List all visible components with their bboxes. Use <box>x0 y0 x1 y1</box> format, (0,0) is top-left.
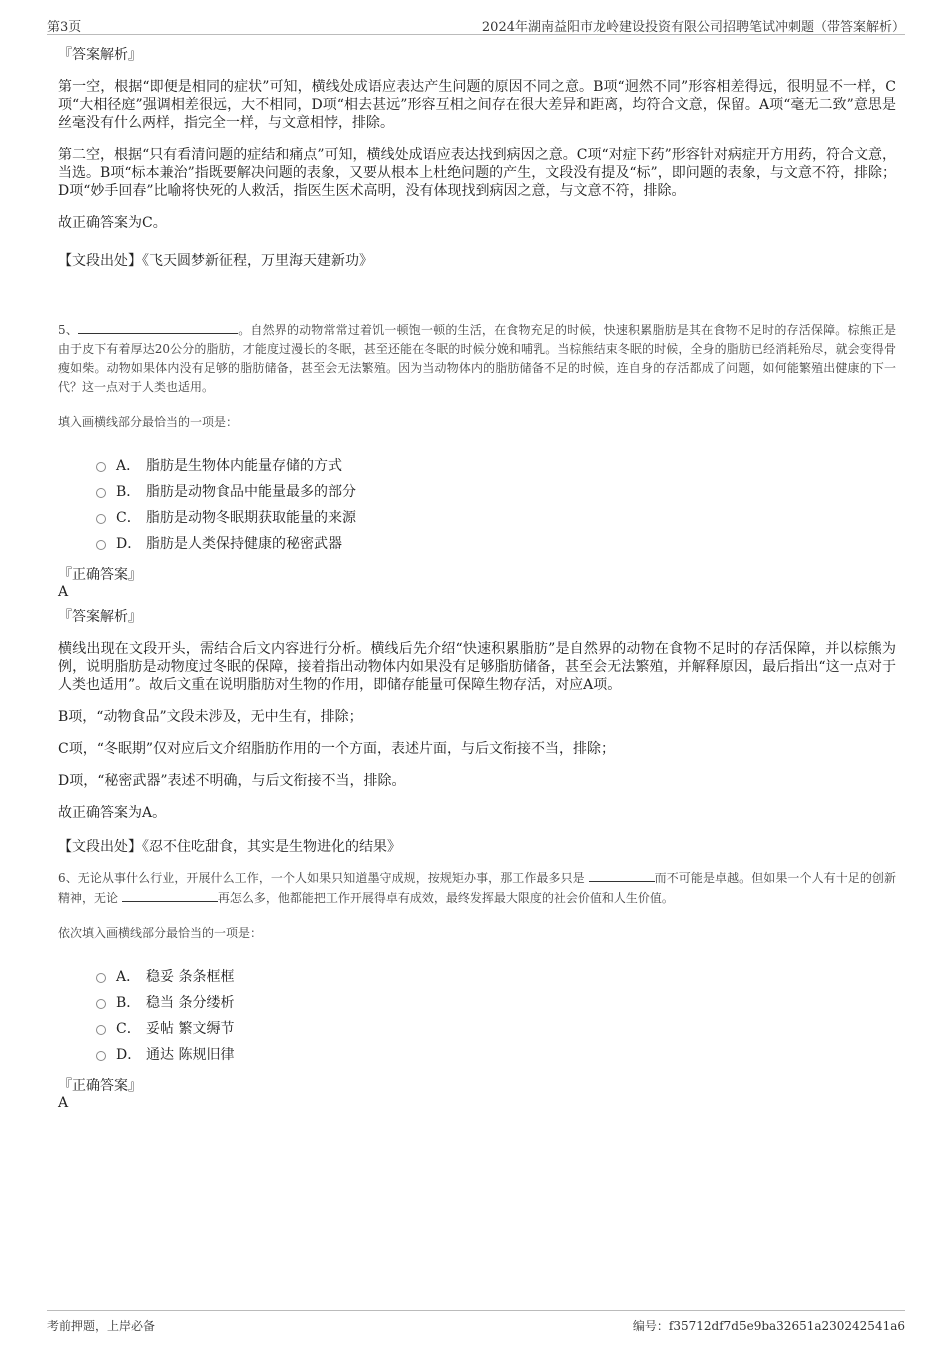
q6-number: 6、 <box>58 871 78 885</box>
q5-analysis-para-4: D项，“秘密武器”表述不明确，与后文衔接不当，排除。 <box>58 773 406 789</box>
q5-answer: A <box>58 584 69 600</box>
page-footer <box>47 1310 905 1337</box>
q5-passage: 。自然界的动物常常过着饥一顿饱一顿的生活，在食物充足的时候，快速积累脂肪是其在食物不足时的存活保障。棕熊正是由于皮下有着厚达20公分的脂肪，才能度过漫长的冬眠，甚至还能在冬眠的时候分娩和哺乳。当棕熊结束冬眠的时候，全身的脂肪已经消耗殆尽，就会变得骨瘦如柴。动物如果体内没有足够的脂肪储备，甚至会无法繁殖。因为当动物体内的脂肪储备不足的时候，连自身的存活都成了问题，如何能繁殖出健康的下一代？这一点对于人类也适用。 <box>58 323 896 394</box>
radio-icon[interactable] <box>96 1025 106 1035</box>
page-header <box>47 12 905 35</box>
q5-number: 5、 <box>58 323 79 337</box>
radio-icon[interactable] <box>96 999 106 1009</box>
page-number: 第3页 <box>47 20 82 35</box>
q6-answer-label: 『正确答案』 <box>58 1078 142 1094</box>
q6-blank-2 <box>122 888 218 902</box>
q4-analysis-para-1: 第一空，根据“即便是相同的症状”可知，横线处成语应表达产生问题的原因不同之意。B项“迥然不同”形容相差得远，很明显不一样，C项“大相径庭”强调相差很远，大不相同，D项“相去甚远”形容互相之间存在很大差异和距离，均符合文意，保留。A项“毫无二致”意思是丝毫没有什么两样，指完全一样，与文意相悖，排除。 <box>58 79 896 131</box>
option-letter: A． <box>116 458 141 474</box>
q6-prompt: 依次填入画横线部分最恰当的一项是： <box>58 926 263 940</box>
option-text: 脂肪是动物食品中能量最多的部分 <box>146 484 356 500</box>
q4-conclusion: 故正确答案为C。 <box>58 215 167 231</box>
option-text: 稳当 条分缕析 <box>146 995 235 1011</box>
option-letter: B． <box>116 995 141 1011</box>
q5-option-d[interactable] <box>96 530 896 556</box>
q4-analysis-para-2: 第二空，根据“只有看清问题的症结和痛点”可知，横线处成语应表达找到病因之意。C项“对症下药”形容针对病症开方用药，符合文意，当选。B项“标本兼治”指既要解决问题的表象，又要从根本上杜绝问题的产生，文段没有提及“标”，即问题的表象，与文意不符，排除；D项“妙手回春”比喻将快死的人救活，指医生医术高明，没有体现找到病因之意，与文意不符，排除。 <box>58 147 896 199</box>
q5-analysis-para-1: 横线出现在文段开头，需结合后文内容进行分析。横线后先介绍“快速积累脂肪”是自然界的动物在食物不足时的存活保障，并以棕熊为例，说明脂肪是动物度过冬眠的保障，接着指出动物体内如果没有足够脂肪储备，甚至会无法繁殖，并解释原因，最后指出“这一点对于人类也适用”。故后文重在说明脂肪对生物的作用，即储存能量可保障生物存活，对应A项。 <box>58 641 896 693</box>
q6-answer: A <box>58 1095 69 1111</box>
q5-option-c[interactable] <box>96 504 896 530</box>
footer-slogan: 考前押题，上岸必备 <box>47 1319 156 1333</box>
q6-text-2: 而不可能是卓越。但如果一个人有十足的创新精神，无论 <box>58 871 896 905</box>
option-letter: D． <box>116 1047 142 1063</box>
radio-icon[interactable] <box>96 540 106 550</box>
option-text: 脂肪是生物体内能量存储的方式 <box>146 458 342 474</box>
radio-icon[interactable] <box>96 488 106 498</box>
document-title: 2024年湖南益阳市龙岭建设投资有限公司招聘笔试冲刺题（带答案解析） <box>481 20 905 35</box>
q6-option-b[interactable] <box>96 989 896 1015</box>
q5-option-b[interactable] <box>96 478 896 504</box>
q6-option-a[interactable] <box>96 963 896 989</box>
q6-section <box>58 868 896 1117</box>
radio-icon[interactable] <box>96 973 106 983</box>
q6-text-3: 再怎么多，他都能把工作开展得卓有成效，最终发挥最大限度的社会价值和人生价值。 <box>217 891 674 905</box>
option-text: 脂肪是动物冬眠期获取能量的来源 <box>146 510 356 526</box>
q6-option-c[interactable] <box>96 1015 896 1041</box>
option-letter: A． <box>116 969 141 985</box>
q4-source: 【文段出处】《飞天圆梦新征程，万里海天建新功》 <box>58 253 373 269</box>
q5-blank <box>78 320 238 334</box>
q6-text-1: 无论从事什么行业，开展什么工作，一个人如果只知道墨守成规，按规矩办事，那工作最多只是 <box>77 871 589 885</box>
q5-analysis-label: 『答案解析』 <box>58 609 142 625</box>
q4-analysis-label: 『答案解析』 <box>58 47 142 63</box>
option-letter: C． <box>116 1021 141 1037</box>
option-letter: D． <box>116 536 142 552</box>
option-text: 脂肪是人类保持健康的秘密武器 <box>146 536 342 552</box>
q5-analysis-para-3: C项，“冬眠期”仅对应后文介绍脂肪作用的一个方面，表述片面，与后文衔接不当，排除； <box>58 741 616 757</box>
q6-options <box>96 963 896 1067</box>
q5-conclusion: 故正确答案为A。 <box>58 805 167 821</box>
q5-answer-label: 『正确答案』 <box>58 567 142 583</box>
option-letter: C． <box>116 510 141 526</box>
q5-question-text <box>58 320 896 397</box>
q5-section <box>58 320 896 890</box>
option-text: 妥帖 繁文缛节 <box>146 1021 235 1037</box>
radio-icon[interactable] <box>96 462 106 472</box>
radio-icon[interactable] <box>96 1051 106 1061</box>
option-text: 通达 陈规旧律 <box>146 1047 235 1063</box>
option-letter: B． <box>116 484 141 500</box>
q5-options <box>96 452 896 556</box>
q5-prompt: 填入画横线部分最恰当的一项是： <box>58 415 239 429</box>
q6-blank-1 <box>589 868 655 882</box>
q5-source: 【文段出处】《忍不住吃甜食，其实是生物进化的结果》 <box>58 839 401 855</box>
footer-code: 编号：f35712df7d5e9ba32651a230242541a6 <box>632 1319 905 1333</box>
q4-analysis-section <box>58 44 896 304</box>
q5-analysis-para-2: B项，“动物食品”文段未涉及，无中生有，排除； <box>58 709 363 725</box>
radio-icon[interactable] <box>96 514 106 524</box>
q6-option-d[interactable] <box>96 1041 896 1067</box>
q6-question-text <box>58 868 896 908</box>
q5-option-a[interactable] <box>96 452 896 478</box>
option-text: 稳妥 条条框框 <box>146 969 235 985</box>
